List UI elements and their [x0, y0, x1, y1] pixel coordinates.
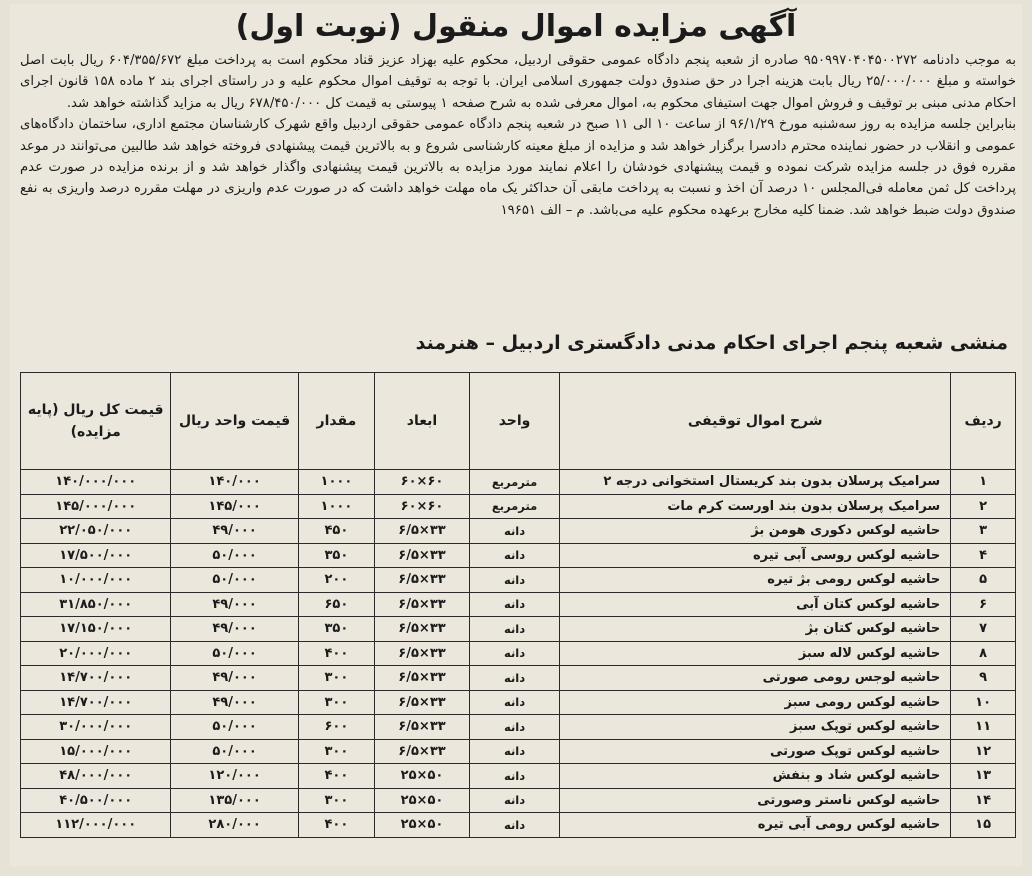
cell-dimensions: ۳۳×۶/۵ — [375, 568, 470, 593]
cell-dimensions: ۳۳×۶/۵ — [375, 617, 470, 642]
table-row — [21, 764, 1016, 789]
cell-quantity: ۲۰۰ — [298, 568, 374, 593]
table-row — [21, 543, 1016, 568]
cell-description: حاشیه لوکس کتان بژ — [560, 617, 951, 642]
cell-row-number: ۵ — [951, 568, 1016, 593]
cell-row-number: ۱۴ — [951, 788, 1016, 813]
cell-quantity: ۱۰۰۰ — [298, 470, 374, 495]
notice-body — [20, 50, 1016, 328]
cell-row-number: ۲ — [951, 494, 1016, 519]
cell-row-number: ۴ — [951, 543, 1016, 568]
auction-notice — [10, 4, 1022, 866]
cell-quantity: ۳۰۰ — [298, 788, 374, 813]
cell-row-number: ۳ — [951, 519, 1016, 544]
header-total-price: قیمت کل ریال (پایه مزایده) — [21, 373, 171, 470]
table-body — [21, 470, 1016, 838]
cell-description: سرامیک پرسلان بدون بند اورست کرم مات — [560, 494, 951, 519]
cell-unit-price: ۵۰/۰۰۰ — [171, 739, 298, 764]
cell-unit: دانه — [469, 617, 559, 642]
cell-row-number: ۸ — [951, 641, 1016, 666]
table-row — [21, 813, 1016, 838]
cell-dimensions: ۳۳×۶/۵ — [375, 519, 470, 544]
cell-unit: مترمربع — [469, 470, 559, 495]
cell-total-price: ۱۷/۵۰۰/۰۰۰ — [21, 543, 171, 568]
cell-row-number: ۱۰ — [951, 690, 1016, 715]
cell-total-price: ۳۱/۸۵۰/۰۰۰ — [21, 592, 171, 617]
cell-description: حاشیه لوکس روسی آبی تیره — [560, 543, 951, 568]
cell-description: حاشیه لوجس رومی صورتی — [560, 666, 951, 691]
cell-unit-price: ۴۹/۰۰۰ — [171, 617, 298, 642]
cell-description: حاشیه لوکس شاد و بنفش — [560, 764, 951, 789]
notice-title: آگهی مزایده اموال منقول (نوبت اول) — [235, 9, 797, 44]
table-row — [21, 568, 1016, 593]
table-row — [21, 470, 1016, 495]
cell-unit-price: ۴۹/۰۰۰ — [171, 519, 298, 544]
cell-row-number: ۶ — [951, 592, 1016, 617]
cell-description: حاشیه لوکس ناستر وصورتی — [560, 788, 951, 813]
header-description: شرح اموال توقیفی — [560, 373, 951, 470]
cell-quantity: ۳۵۰ — [298, 543, 374, 568]
cell-dimensions: ۶۰×۶۰ — [375, 470, 470, 495]
cell-description: حاشیه لوکس کتان آبی — [560, 592, 951, 617]
table-row — [21, 788, 1016, 813]
cell-row-number: ۱۱ — [951, 715, 1016, 740]
cell-quantity: ۶۵۰ — [298, 592, 374, 617]
header-unit-price: قیمت واحد ریال — [171, 373, 298, 470]
table-row — [21, 494, 1016, 519]
cell-total-price: ۱۱۲/۰۰۰/۰۰۰ — [21, 813, 171, 838]
cell-row-number: ۱۵ — [951, 813, 1016, 838]
cell-unit-price: ۴۹/۰۰۰ — [171, 592, 298, 617]
cell-total-price: ۱۴۰/۰۰۰/۰۰۰ — [21, 470, 171, 495]
cell-description: حاشیه لوکس دکوری هومن بژ — [560, 519, 951, 544]
table-row — [21, 690, 1016, 715]
cell-row-number: ۹ — [951, 666, 1016, 691]
cell-dimensions: ۳۳×۶/۵ — [375, 690, 470, 715]
cell-total-price: ۱۷/۱۵۰/۰۰۰ — [21, 617, 171, 642]
table-row — [21, 519, 1016, 544]
cell-unit-price: ۱۴۰/۰۰۰ — [171, 470, 298, 495]
cell-quantity: ۴۵۰ — [298, 519, 374, 544]
cell-description: حاشیه لوکس توپک صورتی — [560, 739, 951, 764]
table-row — [21, 666, 1016, 691]
cell-total-price: ۱۴/۷۰۰/۰۰۰ — [21, 690, 171, 715]
cell-dimensions: ۳۳×۶/۵ — [375, 666, 470, 691]
cell-quantity: ۱۰۰۰ — [298, 494, 374, 519]
cell-dimensions: ۳۳×۶/۵ — [375, 641, 470, 666]
cell-description: حاشیه لوکس رومی آبی تیره — [560, 813, 951, 838]
cell-description: حاشیه لوکس توپک سبز — [560, 715, 951, 740]
cell-quantity: ۴۰۰ — [298, 813, 374, 838]
header-row-number: ردیف — [951, 373, 1016, 470]
cell-total-price: ۱۰/۰۰۰/۰۰۰ — [21, 568, 171, 593]
cell-unit: دانه — [469, 666, 559, 691]
cell-total-price: ۱۵/۰۰۰/۰۰۰ — [21, 739, 171, 764]
cell-unit: دانه — [469, 519, 559, 544]
cell-total-price: ۲۰/۰۰۰/۰۰۰ — [21, 641, 171, 666]
cell-quantity: ۳۰۰ — [298, 666, 374, 691]
cell-quantity: ۴۰۰ — [298, 764, 374, 789]
seized-items-table — [20, 372, 1016, 838]
cell-unit: مترمربع — [469, 494, 559, 519]
notice-paragraph: بنابراین جلسه مزایده به روز سه‌شنبه مورخ ۹۶/۱/۲۹ از ساعت ۱۰ الی ۱۱ صبح در شعبه پنجم دادگاه عمومی حقوقی اردبیل واقع شهرک کارشناسان مجتمع اداری، ساختمان دادگاه‌های عمومی و انقلاب در حضور نماینده محترم دادسرا برگزار خواهد شد و مزایده از مبلغ معینه کارشناسی شروع و به بالاترین قیمت پیشنهادی فروخته خواهد شد طالبین می‌توانند در موعد مقرره فوق در جلسه مزایده شرکت نموده و قیمت پیشنهادی خودشان را اعلام نمایند مورد مزایده به بالاترین قیمت پیشنهادی واگذار خواهد شد و از برنده مزایده در صورت عدم پرداخت کل ثمن معامله فی‌المجلس ۱۰ درصد آن اخذ و نسبت به پرداخت مابقی آن حداکثر یک ماه مهلت خواهد داشت که در صورت عدم واریزی در مهلت مقرره درصد واریزی به نفع صندوق دولت ضبط خواهد شد. ضمنا کلیه مخارج برعهده محکوم علیه می‌باشد. م – الف ۱۹۶۵۱ — [20, 117, 1016, 218]
cell-row-number: ۱۳ — [951, 764, 1016, 789]
cell-dimensions: ۵۰×۲۵ — [375, 788, 470, 813]
notice-paragraph: به موجب دادنامه ۹۵۰۹۹۷۰۴۰۴۵۰۰۲۷۲ صادره از شعبه پنجم دادگاه عمومی حقوقی اردبیل، محکوم علیه بهزاد عزیز قناد محکوم است به پرداخت مبلغ ۶۰۴/۳۵۵/۶۷۲ ریال بابت اصل خواسته و مبلغ ۲۵/۰۰۰/۰۰۰ ریال بابت هزینه اجرا در حق صندوق دولت جمهوری اسلامی ایران. با توجه به توقیف اموال محکوم علیه و در راستای اجرای بند ۲ ماده ۱۵۸ قانون اجرای احکام مدنی مبنی بر توقیف و فروش اموال جهت استیفای محکوم به، اموال معرفی شده به شرح صفحه ۱ پیوستی به قیمت کل ۶۷۸/۴۵۰/۰۰۰ ریال به مزاید گذاشته خواهد شد. — [20, 53, 1016, 111]
cell-dimensions: ۳۳×۶/۵ — [375, 543, 470, 568]
cell-unit: دانه — [469, 641, 559, 666]
cell-unit-price: ۱۲۰/۰۰۰ — [171, 764, 298, 789]
cell-total-price: ۴۰/۵۰۰/۰۰۰ — [21, 788, 171, 813]
cell-quantity: ۳۰۰ — [298, 739, 374, 764]
cell-unit: دانه — [469, 690, 559, 715]
cell-unit: دانه — [469, 568, 559, 593]
cell-dimensions: ۳۳×۶/۵ — [375, 715, 470, 740]
table-row — [21, 592, 1016, 617]
cell-dimensions: ۶۰×۶۰ — [375, 494, 470, 519]
cell-row-number: ۷ — [951, 617, 1016, 642]
cell-unit-price: ۲۸۰/۰۰۰ — [171, 813, 298, 838]
signature-line: منشی شعبه پنجم اجرای احکام مدنی دادگستری اردبیل – هنرمند — [415, 332, 1008, 354]
header-dimensions: ابعاد — [375, 373, 470, 470]
table-row — [21, 715, 1016, 740]
table-row — [21, 739, 1016, 764]
cell-total-price: ۲۲/۰۵۰/۰۰۰ — [21, 519, 171, 544]
cell-quantity: ۶۰۰ — [298, 715, 374, 740]
cell-unit-price: ۵۰/۰۰۰ — [171, 641, 298, 666]
header-quantity: مقدار — [298, 373, 374, 470]
cell-description: حاشیه لوکس رومی بژ تیره — [560, 568, 951, 593]
table-row — [21, 641, 1016, 666]
cell-unit: دانه — [469, 715, 559, 740]
cell-description: حاشیه لوکس رومی سبز — [560, 690, 951, 715]
cell-unit-price: ۵۰/۰۰۰ — [171, 568, 298, 593]
cell-total-price: ۱۴۵/۰۰۰/۰۰۰ — [21, 494, 171, 519]
cell-quantity: ۳۵۰ — [298, 617, 374, 642]
cell-unit: دانه — [469, 592, 559, 617]
cell-row-number: ۱ — [951, 470, 1016, 495]
cell-unit-price: ۴۹/۰۰۰ — [171, 666, 298, 691]
cell-unit: دانه — [469, 764, 559, 789]
cell-unit-price: ۵۰/۰۰۰ — [171, 543, 298, 568]
cell-total-price: ۴۸/۰۰۰/۰۰۰ — [21, 764, 171, 789]
cell-dimensions: ۳۳×۶/۵ — [375, 592, 470, 617]
cell-description: سرامیک پرسلان بدون بند کریستال استخوانی درجه ۲ — [560, 470, 951, 495]
cell-quantity: ۳۰۰ — [298, 690, 374, 715]
cell-dimensions: ۵۰×۲۵ — [375, 813, 470, 838]
cell-row-number: ۱۲ — [951, 739, 1016, 764]
cell-unit-price: ۴۹/۰۰۰ — [171, 690, 298, 715]
cell-unit-price: ۱۳۵/۰۰۰ — [171, 788, 298, 813]
cell-unit: دانه — [469, 739, 559, 764]
header-unit: واحد — [469, 373, 559, 470]
cell-unit: دانه — [469, 543, 559, 568]
cell-total-price: ۱۴/۷۰۰/۰۰۰ — [21, 666, 171, 691]
cell-unit-price: ۱۴۵/۰۰۰ — [171, 494, 298, 519]
cell-total-price: ۳۰/۰۰۰/۰۰۰ — [21, 715, 171, 740]
cell-unit-price: ۵۰/۰۰۰ — [171, 715, 298, 740]
table-header-row — [21, 373, 1016, 470]
cell-unit: دانه — [469, 813, 559, 838]
table-row — [21, 617, 1016, 642]
cell-dimensions: ۳۳×۶/۵ — [375, 739, 470, 764]
cell-description: حاشیه لوکس لاله سبز — [560, 641, 951, 666]
cell-dimensions: ۵۰×۲۵ — [375, 764, 470, 789]
cell-unit: دانه — [469, 788, 559, 813]
cell-quantity: ۴۰۰ — [298, 641, 374, 666]
